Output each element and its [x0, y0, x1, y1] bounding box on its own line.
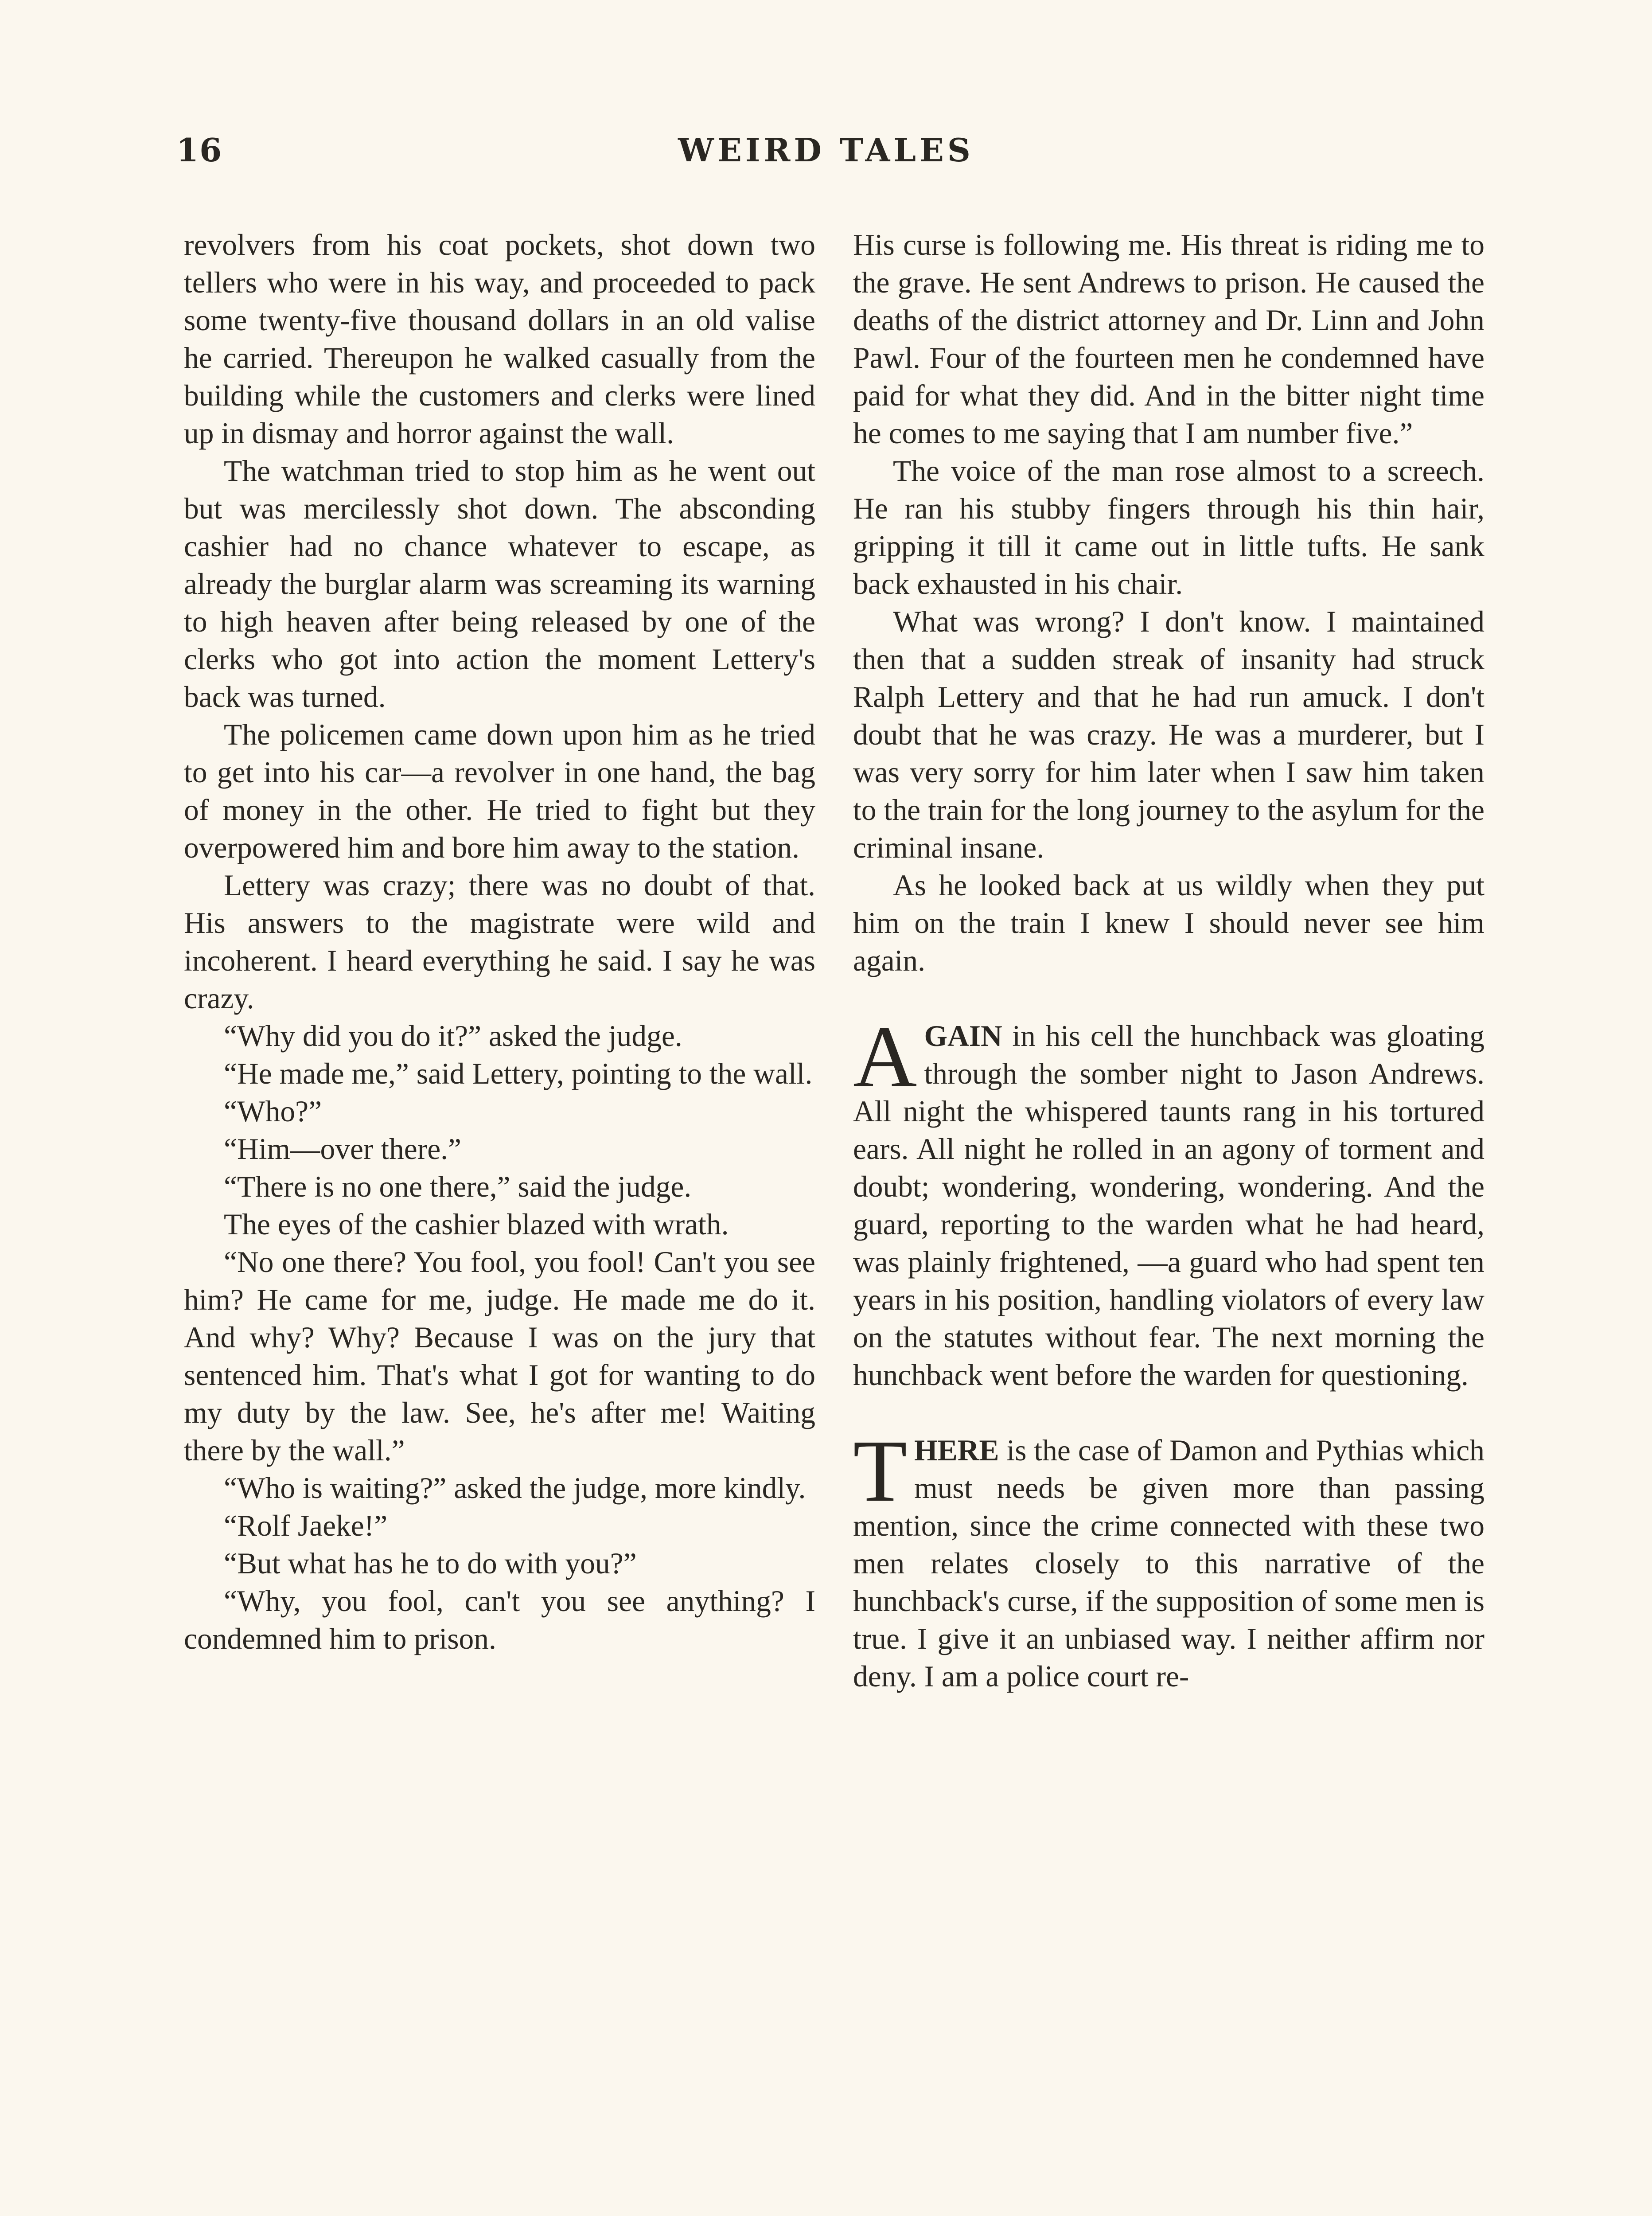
section-text: is the case of Damon and Pythias which must needs be given more than passing mention, since the crime connected with these two men relates closely to this narrative of the hunchback's curse, if the supposition of some men is true. I give it an unbiased way. I neither affirm nor deny. I am a police court re-	[853, 1434, 1484, 1693]
paragraph: “Him—over there.”	[224, 1132, 462, 1166]
section-text: in his cell the hunchback was gloating through the somber night to Jason Andrews. All night the whispered taunts rang in his tortured ears. All night he rolled in an agony of torment and doubt; wondering, wondering, wondering. And the guard, reporting to the warden what he had heard, was plainly frightened, —a guard who had spent ten years in his position, handling violators of every law on the statutes without fear. The next morning the hunchback went before the warden for questioning.	[853, 1019, 1484, 1392]
paragraph: “Why, you fool, can't you see anything? I condemned him to prison.	[184, 1584, 815, 1655]
section-paragraph	[853, 1008, 1484, 1394]
paragraph: What was wrong? I don't know. I maintained then that a sudden streak of insanity had struck Ralph Lettery and that he had run amuck. I don't doubt that he was crazy. He was a murderer, but I was very sorry for him later when I saw him taken to the train for the long journey to the asylum for the criminal insane.	[853, 605, 1484, 864]
paragraph: revolvers from his coat pockets, shot down two tellers who were in his way, and proceeded to pack some twenty-five thousand dollars in an old valise he carried. Thereupon he walked casually from the building while the customers and clerks were lined up in dismay and horror against the wall.	[184, 228, 815, 450]
right-column	[853, 226, 1484, 2216]
drop-cap: T	[853, 1422, 908, 1520]
paragraph: “There is no one there,” said the judge.	[224, 1170, 692, 1203]
drop-cap: A	[853, 1008, 917, 1106]
paragraph: As he looked back at us wildly when they put him on the train I knew I should never see him again.	[853, 869, 1484, 977]
running-head: WEIRD TALES	[678, 131, 974, 169]
paragraph: His curse is following me. His threat is riding me to the grave. He sent Andrews to prison. He caused the deaths of the district attorney and Dr. Linn and John Pawl. Four of the fourteen men he condemned have paid for what they did. And in the bitter night time he comes to me saying that I am number five.”	[853, 228, 1484, 450]
paragraph: “Rolf Jaeke!”	[224, 1509, 388, 1542]
section-paragraph	[853, 1422, 1484, 1695]
paragraph: “Who is waiting?” asked the judge, more kindly.	[224, 1471, 806, 1505]
small-caps-lead: GAIN	[924, 1019, 1002, 1053]
page-number: 16	[176, 131, 223, 169]
left-column	[184, 226, 815, 2216]
paragraph: Lettery was crazy; there was no doubt of that. His answers to the magistrate were wild and incoherent. I heard everything he said. I say he was crazy.	[184, 869, 815, 1015]
paragraph: “Who?”	[224, 1095, 322, 1128]
paragraph: “No one there? You fool, you fool! Can't you see him? He came for me, judge. He made me do it. And why? Why? Because I was on the jury that sentenced him. That's what I got for wanting to do my duty by the law. See, he's after me! Waiting there by the wall.”	[184, 1245, 815, 1467]
paragraph: The policemen came down upon him as he tried to get into his car—a revolver in one hand, the bag of money in the other. He tried to fight but they overpowered him and bore him away to the station.	[184, 718, 815, 864]
small-caps-lead: HERE	[914, 1434, 999, 1467]
paragraph: “Why did you do it?” asked the judge.	[224, 1019, 682, 1053]
paragraph: The eyes of the cashier blazed with wrath.	[224, 1208, 729, 1241]
paragraph: “He made me,” said Lettery, pointing to the wall.	[224, 1057, 813, 1090]
paragraph: “But what has he to do with you?”	[224, 1547, 637, 1580]
paragraph: The voice of the man rose almost to a screech. He ran his stubby fingers through his thin hair, gripping it till it came out in little tufts. He sank back exhausted in his chair.	[853, 454, 1484, 601]
paragraph: The watchman tried to stop him as he went out but was mercilessly shot down. The absconding cashier had no chance whatever to escape, as already the burglar alarm was screaming its warning to high heaven after being released by one of the clerks who got into action the moment Lettery's back was turned.	[184, 454, 815, 714]
